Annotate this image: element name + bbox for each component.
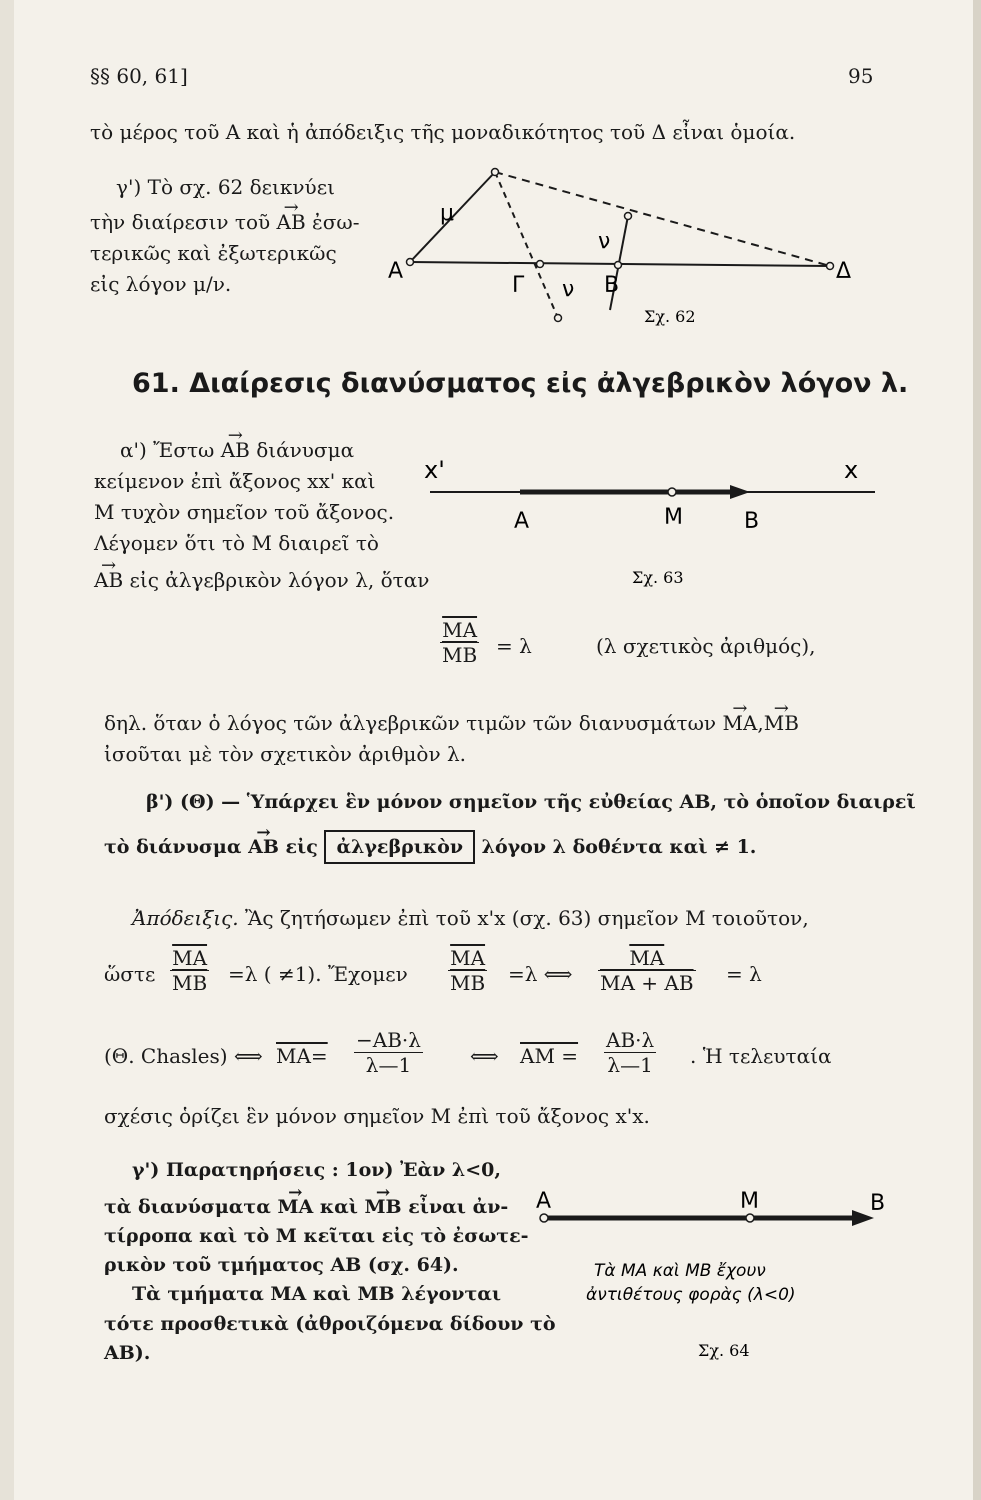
proof-fraction-2: $\frac{\overline{MA}}{MB}$: [450, 946, 486, 995]
alpha-line-5: → ΑΒ εἰς ἀλγεβρικὸν λόγον λ, ὅταν: [94, 568, 429, 592]
fig62-label-mu: μ: [440, 201, 454, 226]
proof-fraction-5: $\frac{AB\cdot\lambda}{\lambda—1}$: [606, 1028, 655, 1077]
fig63-label-a: Α: [514, 509, 530, 534]
fig62-label-nu-top: ν: [598, 229, 611, 254]
theorem-line-2: τὸ διάνυσμα → ΑΒ εἰς ἀλγεβρικὸν λόγον λ δοθέντα καὶ ≠ 1.: [104, 836, 756, 858]
boxed-word: ἀλγεβρικὸν: [324, 830, 475, 864]
vector-ab: → ΑΒ: [94, 568, 123, 592]
proof-line-3: σχέσις ὁρίζει ἓν μόνον σημεῖον Μ ἐπὶ τοῦ ἄξονος x'x.: [104, 1104, 650, 1128]
proof-iff: ⟺: [470, 1044, 499, 1068]
fig62-label-nu-bottom: ν: [562, 277, 575, 302]
proof-line-1: Ἀπόδειξις. Ἂς ζητήσωμεν ἐπὶ τοῦ x'x (σχ. 63) σημεῖον Μ τοιοῦτον,: [132, 906, 809, 930]
fig63-label-x-prime: x': [424, 456, 445, 484]
remarks-line-5: Τὰ τμήματα ΜΑ καὶ ΜΒ λέγονται: [132, 1283, 502, 1305]
figure-62: [380, 160, 860, 340]
fig62-caption: Σχ. 62: [644, 307, 696, 326]
fig64-note-1: Τὰ ΜΑ καὶ ΜΒ ἔχουν: [594, 1261, 766, 1281]
fig62-label-d: Δ: [836, 259, 852, 284]
fig63-caption: Σχ. 63: [632, 568, 684, 587]
gamma-line-1: γ') Τὸ σχ. 62 δεικνύει: [116, 175, 335, 199]
remarks-line-3: τίρροπα καὶ τὸ Μ κεῖται εἰς τὸ ἐσωτε-: [104, 1225, 529, 1247]
ratio-fraction: $\frac{\overline{MA}}{MB}$: [442, 618, 478, 667]
fig63-label-b: Β: [744, 509, 760, 534]
fig62-dashed-diagonal: [495, 172, 558, 318]
proof-fraction-3: $\frac{\overline{MA}}{MA + AB}$: [600, 946, 694, 995]
section-reference: §§ 60, 61]: [90, 64, 188, 88]
remarks-line-4: ρικὸν τοῦ τμήματος ΑΒ (σχ. 64).: [104, 1254, 459, 1276]
fig62-dashed-to-d: [495, 172, 830, 266]
section-title: 61. Διαίρεσις διανύσματος εἰς ἀλγεβρικὸν λόγον λ.: [132, 368, 909, 399]
fig63-label-m: Μ: [664, 505, 683, 530]
fig62-label-gamma: Γ: [512, 273, 525, 298]
proof-fraction-4: $\frac{-AB\cdot\lambda}{\lambda—1}$: [356, 1028, 421, 1077]
theorem-line-1: β') (Θ) — Ὑπάρχει ἓν μόνον σημεῖον τῆς εὐθείας ΑΒ, τὸ ὁποῖον διαιρεῖ: [146, 791, 916, 813]
proof-label: Ἀπόδειξις.: [132, 906, 239, 930]
proof-am-eq: ΑΜ =: [520, 1044, 579, 1068]
fig63-label-x: x: [844, 456, 859, 484]
fig64-caption: Σχ. 64: [698, 1341, 750, 1360]
intro-line: τὸ μέρος τοῦ Α καὶ ἡ ἀπόδειξις τῆς μοναδικότητος τοῦ Δ εἶναι ὁμοία.: [90, 120, 796, 144]
proof-so-that: ὥστε: [104, 962, 156, 986]
gamma-line-3: τερικῶς καὶ ἐξωτερικῶς: [90, 241, 337, 265]
proof-fraction-1: $\frac{\overline{MA}}{MB}$: [172, 946, 208, 995]
alpha-line-2: κείμενον ἐπὶ ἄξονος xx' καὶ: [94, 469, 376, 493]
gamma-line-2: τὴν διαίρεσιν τοῦ → ΑΒ ἐσω-: [90, 210, 360, 234]
proof-tail-3: = λ: [726, 962, 762, 986]
scan-edge-right: [973, 0, 981, 1500]
proof-chasles: (Θ. Chasles) ⟺: [104, 1044, 263, 1068]
gamma-line-4: εἰς λόγον μ/ν.: [90, 272, 232, 296]
remarks-line-6: τότε προσθετικὰ (ἀθροιζόμενα δίδουν τὸ: [104, 1313, 556, 1335]
explanation-line-1: δηλ. ὅταν ὁ λόγος τῶν ἀλγεβρικῶν τιμῶν τῶν διανυσμάτων → ΜΑ,→ ΜΒ: [104, 711, 799, 735]
remarks-line-7: ΑΒ).: [104, 1342, 151, 1364]
proof-tail-2: =λ ⟺: [508, 962, 573, 986]
fig62-label-a: Α: [388, 259, 404, 284]
fig64-label-m: Μ: [740, 1189, 759, 1214]
page-number: 95: [848, 64, 874, 88]
ratio-equals: = λ: [496, 634, 532, 658]
alpha-line-1: α') Ἔστω → ΑΒ διάνυσμα: [120, 438, 354, 462]
fig64-label-a: Α: [536, 1189, 552, 1214]
ratio-note: (λ σχετικὸς ἀριθμός),: [596, 634, 816, 658]
vector-ab: → ΑΒ: [221, 438, 250, 462]
remarks-line-2: τὰ διανύσματα → ΜΑ καὶ → ΜΒ εἶναι ἀν-: [104, 1196, 508, 1218]
fig63-arrowhead: [730, 485, 750, 499]
alpha-line-4: Λέγομεν ὅτι τὸ Μ διαιρεῖ τὸ: [94, 531, 379, 555]
fig64-note-2: ἀντιθέτους φορὰς (λ<0): [586, 1285, 796, 1305]
fig64-label-b: Β: [870, 1191, 886, 1216]
proof-tail-1: =λ ( ≠1). Ἔχομεν: [228, 962, 408, 986]
figure-64: [528, 1180, 888, 1370]
proof-ma-eq: ΜΑ=: [276, 1044, 328, 1068]
alpha-line-3: Μ τυχὸν σημεῖον τοῦ ἄξονος.: [94, 500, 395, 524]
explanation-line-2: ἰσοῦται μὲ τὸν σχετικὸν ἀριθμὸν λ.: [104, 742, 467, 766]
fig62-label-b: Β: [604, 273, 620, 298]
figure-63: [420, 450, 890, 590]
proof-last-word: . Ἡ τελευταία: [690, 1044, 832, 1068]
vector-ab: → ΑΒ: [277, 210, 306, 234]
remarks-line-1: γ') Παρατηρήσεις : 1ον) Ἐὰν λ<0,: [132, 1159, 502, 1181]
scan-edge-left: [0, 0, 14, 1500]
